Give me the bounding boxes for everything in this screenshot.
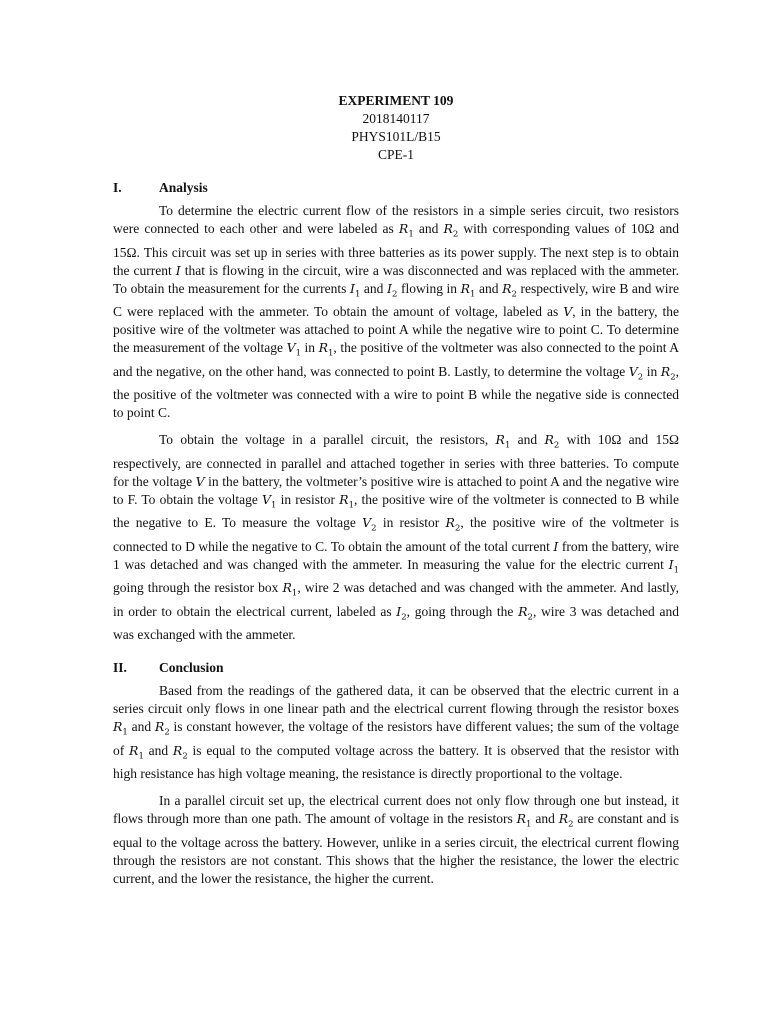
math-symbol: $R_1$ [339,491,355,510]
math-symbol: V [563,304,573,319]
math-symbol: $R_2$ [518,603,533,622]
math-symbol: $R_2$ [502,280,517,299]
math-symbol: I [175,262,181,278]
math-symbol: $V_2$ [362,515,377,534]
math-symbol: $I_1$ [349,280,361,299]
math-symbol: $I_1$ [668,556,679,575]
document-page [113,92,679,897]
math-symbol: $R_1$ [282,580,298,599]
conclusion-paragraph-2: In a parallel circuit set up, the electrical current does not only flow through one but instead, it flows through more than one path. The amount of voltage in the resistors $R_1$ and $R_2$ are constant and is equal to the voltage across the battery. However, unlike in a series circuit, the electrical current flowing through the resistors are not constant. This shows that the higher the resistance, the lower the electric current, and the lower the resistance, the higher the current. [113,793,679,886]
math-symbol: $R_2$ [544,432,560,451]
math-symbol: $R_1$ [318,340,334,359]
math-symbol: V [195,473,205,489]
section-number: I. [113,180,122,195]
math-symbol: $R_2$ [443,221,459,240]
math-symbol: $I_2$ [387,280,398,299]
program-code: CPE-1 [377,147,414,162]
math-symbol: $V_1$ [262,491,277,510]
math-symbol: $R_1$ [460,280,476,299]
math-symbol: I [553,538,559,554]
analysis-paragraph-1: To determine the electric current flow of the resistors in a simple series circuit, two resistors were connected to each other and were labeled as $R_1$ and $R_2$ with corresponding values of 10Ω and 15Ω. This circuit was set up in series with three batteries as its power supply. The next step is to obtain the current I that is flowing in the circuit, wire a was disconnected and was replaced with the ammeter. To obtain the measurement for the currents $I_1$ and $I_2$ flowing in $R_1$ and $R_2$ respectively, wire B and wire C were replaced with the ammeter. To obtain the amount of voltage, labeled as V, in the battery, the positive wire of the voltmeter was attached to point A while the negative wire to point C. To determine the measurement of the voltage $V_1$ in $R_1$, the positive of the voltmeter was also connected to the point A and the negative, on the other hand, was connected to point B. Lastly, to determine the voltage $V_2$ in $R_2$, the positive of the voltmeter was connected with a wire to point B while the negative side is connected to point C. [113,203,680,420]
section-title: Conclusion [159,660,224,675]
section-number: II. [113,660,127,675]
math-symbol: $V_1$ [286,340,302,359]
math-symbol: $R_2$ [558,811,574,830]
math-symbol: $R_2$ [172,742,188,761]
header-block [113,92,679,164]
section-conclusion-heading [113,660,679,676]
experiment-title: EXPERIMENT 109 [338,93,454,108]
math-symbol: $R_2$ [445,515,461,534]
math-symbol: $R_1$ [129,742,144,761]
math-symbol: $I_2$ [396,603,407,622]
course-code: PHYS101L/B15 [351,129,441,144]
math-symbol: $R_2$ [154,719,170,738]
analysis-paragraph-2: To obtain the voltage in a parallel circuit, the resistors, $R_1$ and $R_2$ with 10Ω and 15Ω respectively, are connected in parallel and attached together in series with three batteries. To compute for the voltage V in the battery, the voltmeter’s positive wire is attached to point A and the negative wire to F. To obtain the voltage $V_1$ in resistor $R_1$, the positive wire of the voltmeter is connected to B while the negative to E. To measure the voltage $V_2$ in resistor $R_2$, the positive wire of the voltmeter is connected to D while the negative to C. To obtain the amount of the total current I from the battery, wire 1 was detached and was changed with the ammeter. In measuring the value for the electric current $I_1$ going through the resistor box $R_1$, wire 2 was detached and was changed with the ammeter. And lastly, in order to obtain the electrical current, labeled as $I_2$, going through the $R_2$, wire 3 was detached and was exchanged with the ammeter. [113,432,680,642]
student-id: 2018140117 [362,111,430,126]
math-symbol: $R_1$ [516,811,532,830]
math-symbol: $R_1$ [495,432,511,451]
math-symbol: $V_2$ [628,363,644,382]
math-symbol: $R_1$ [113,719,128,738]
math-symbol: $R_2$ [660,363,676,382]
section-title: Analysis [159,180,208,195]
math-symbol: $R_1$ [398,221,414,240]
conclusion-paragraph-1: Based from the readings of the gathered data, it can be observed that the electric current in a series circuit only flows in one linear path and the electrical current flowing through the resistor boxes $R_1$ and $R_2$ is constant however, the voltage of the resistors have different values; the sum of the voltage of $R_1$ and $R_2$ is equal to the computed voltage across the battery. It is observed that the resistor with high resistance has high voltage meaning, the resistance is directly proportional to the voltage. [113,683,680,781]
section-analysis-heading [113,180,679,196]
